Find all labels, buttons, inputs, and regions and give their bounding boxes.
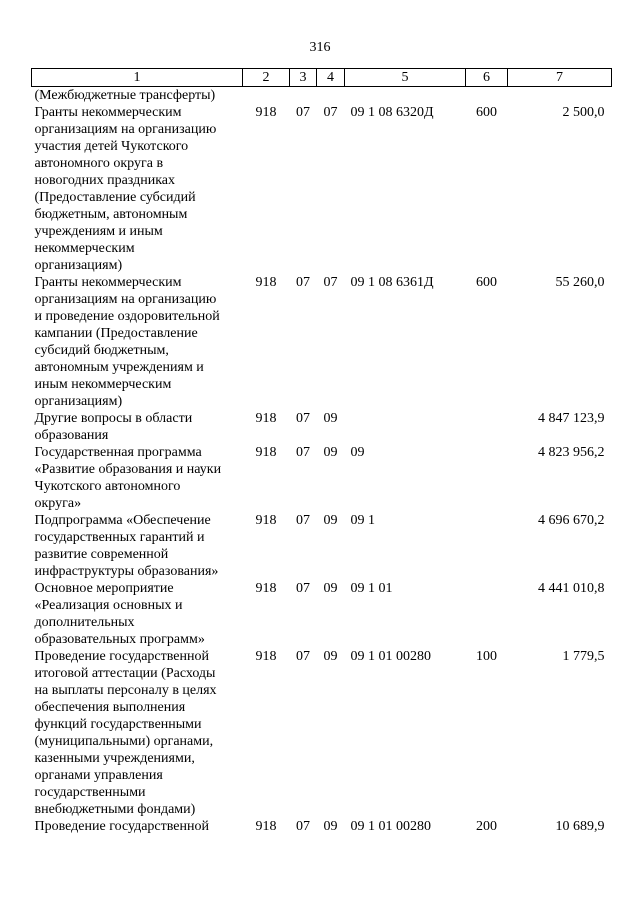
row-section: 07 xyxy=(296,105,310,120)
row-amount: 1 779,5 xyxy=(562,649,605,664)
row-expense-type xyxy=(466,512,508,580)
row-expense-type: 200 xyxy=(476,819,497,834)
row-description: Гранты некоммерческим организациям на организацию и проведение оздоровительной кампании (Предоставление субсидий бюджетным, автономным учреждениям и иным некоммерческим организациям) xyxy=(34,275,220,409)
row-target-article: 09 1 xyxy=(350,513,375,528)
column-header-6: 6 xyxy=(466,69,508,87)
row-subsection: 07 xyxy=(323,105,338,120)
row-amount: 4 696 670,2 xyxy=(538,513,605,528)
row-ministry-code: 918 xyxy=(255,581,277,596)
row-target-article: 09 1 08 6361Д xyxy=(350,275,434,290)
table-row xyxy=(32,410,612,444)
table-body xyxy=(32,87,612,836)
row-subsection: 09 xyxy=(323,581,338,596)
row-amount: 2 500,0 xyxy=(562,105,605,120)
row-ministry-code: 918 xyxy=(255,513,277,528)
row-section: 07 xyxy=(296,581,310,596)
table-header-row xyxy=(32,69,612,87)
row-target-article xyxy=(345,87,466,105)
row-description: Основное мероприятие «Реализация основных и дополнительных образовательных программ» xyxy=(34,581,205,647)
row-subsection: 09 xyxy=(323,513,338,528)
column-header-4: 4 xyxy=(317,69,345,87)
table-row xyxy=(32,648,612,818)
table-row xyxy=(32,818,612,835)
row-description: (Межбюджетные трансферты) xyxy=(34,88,216,103)
row-section: 07 xyxy=(296,649,310,664)
row-description: Другие вопросы в области образования xyxy=(34,411,193,443)
row-target-article: 09 1 01 xyxy=(350,581,393,596)
row-target-article: 09 xyxy=(350,445,365,460)
budget-table xyxy=(31,68,612,835)
row-expense-type: 100 xyxy=(476,649,497,664)
row-target-article: 09 1 01 00280 xyxy=(350,649,431,664)
column-header-2: 2 xyxy=(243,69,290,87)
row-amount: 4 847 123,9 xyxy=(538,411,605,426)
row-expense-type xyxy=(466,444,508,512)
table-row xyxy=(32,104,612,274)
row-expense-type xyxy=(466,410,508,444)
row-target-article xyxy=(345,410,466,444)
row-expense-type xyxy=(466,87,508,105)
row-ministry-code: 918 xyxy=(255,445,277,460)
row-amount: 55 260,0 xyxy=(555,275,605,290)
row-description: Проведение государственной xyxy=(34,819,209,834)
table-row xyxy=(32,512,612,580)
row-ministry-code: 918 xyxy=(255,275,277,290)
row-subsection: 07 xyxy=(323,275,338,290)
row-description: Подпрограмма «Обеспечение государственных гарантий и развитие современной инфраструктуры образования» xyxy=(34,513,219,579)
table-row xyxy=(32,444,612,512)
row-amount: 10 689,9 xyxy=(555,819,605,834)
column-header-5: 5 xyxy=(345,69,466,87)
row-ministry-code: 918 xyxy=(255,411,277,426)
row-target-article: 09 1 08 6320Д xyxy=(350,105,434,120)
column-header-7: 7 xyxy=(508,69,612,87)
row-subsection: 09 xyxy=(323,649,338,664)
row-subsection: 09 xyxy=(323,445,338,460)
row-subsection: 09 xyxy=(323,411,338,426)
row-description: Проведение государственной итоговой аттестации (Расходы на выплаты персоналу в целях обеспечения выполнения функций государственными (муниципальными) органами, казенными учреждениями, органами управления государственными внебюджетными фондами) xyxy=(34,649,217,817)
row-amount xyxy=(508,87,612,105)
row-section: 07 xyxy=(296,411,310,426)
row-section: 07 xyxy=(296,445,310,460)
row-ministry-code: 918 xyxy=(255,105,277,120)
table-row xyxy=(32,580,612,648)
row-section: 07 xyxy=(296,275,310,290)
table-row xyxy=(32,87,612,105)
row-section xyxy=(290,87,317,105)
row-subsection: 09 xyxy=(323,819,338,834)
row-expense-type: 600 xyxy=(476,275,497,290)
column-header-3: 3 xyxy=(290,69,317,87)
column-header-1: 1 xyxy=(32,69,243,87)
row-target-article: 09 1 01 00280 xyxy=(350,819,431,834)
row-section: 07 xyxy=(296,819,310,834)
page-number: 316 xyxy=(309,40,331,55)
row-ministry-code: 918 xyxy=(255,819,277,834)
row-description: Государственная программа «Развитие образования и науки Чукотского автономного округа» xyxy=(34,445,222,511)
row-expense-type: 600 xyxy=(476,105,497,120)
row-expense-type xyxy=(466,580,508,648)
row-amount: 4 823 956,2 xyxy=(538,445,605,460)
row-ministry-code: 918 xyxy=(255,649,277,664)
row-section: 07 xyxy=(296,513,310,528)
row-ministry-code xyxy=(243,87,290,105)
row-amount: 4 441 010,8 xyxy=(538,581,605,596)
row-description: Гранты некоммерческим организациям на организацию участия детей Чукотского автономного округа в новогодних праздниках (Предоставление субсидий бюджетным, автономным учреждениям и иным некоммерческим организациям) xyxy=(34,105,217,273)
row-subsection xyxy=(317,87,345,105)
table-row xyxy=(32,274,612,410)
